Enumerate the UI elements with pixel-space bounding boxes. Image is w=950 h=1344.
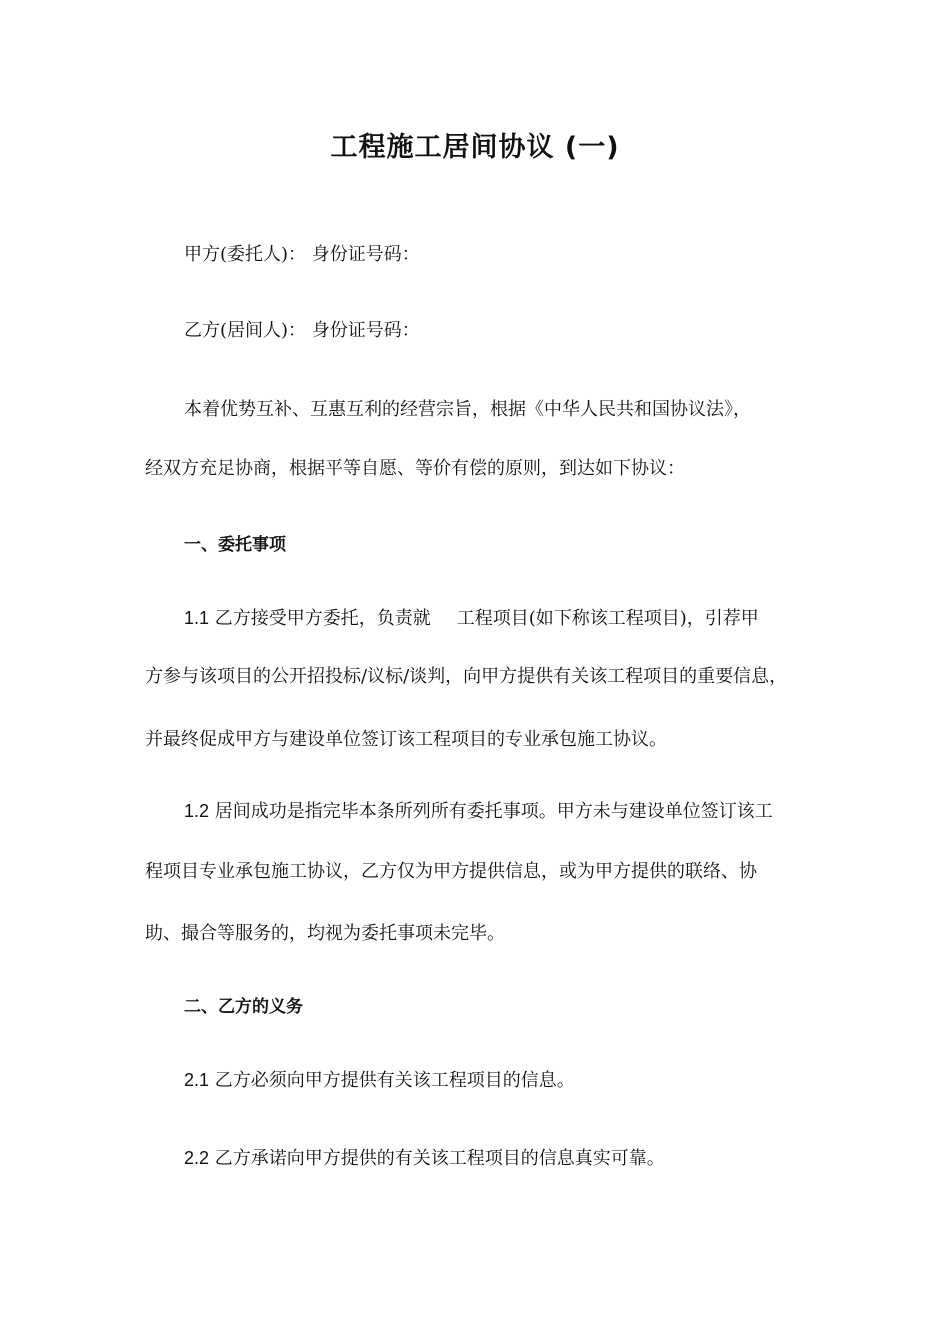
clause-2-1-text: 乙方必须向甲方提供有关该工程项目的信息。 [214, 1070, 575, 1091]
preamble-line-1: 本着优势互补、互惠互利的经营宗旨，根据《中华人民共和国协议法》， [184, 399, 751, 420]
clause-1-2-text: 居间成功是指完毕本条所列所有委托事项。甲方未与建设单位签订该工 [214, 801, 773, 822]
party-a-line: 甲方(委托人)： 身份证号码： [184, 244, 420, 265]
section-2-heading: 二、乙方的义务 [184, 997, 303, 1017]
clause-1-2-line-3: 助、撮合等服务的，均视为委托事项未完毕。 [145, 923, 505, 944]
preamble-line-2: 经双方充足协商，根据平等自愿、等价有偿的原则，到达如下协议： [145, 458, 685, 479]
clause-1-2-first-line [184, 798, 773, 825]
clause-2-2-number: 2.2 [184, 1148, 210, 1168]
document-title: 工程施工居间协议 (一) [330, 132, 620, 163]
clause-2-2-text: 乙方承诺向甲方提供的有关该工程项目的信息真实可靠。 [214, 1148, 665, 1169]
clause-2-1-number: 2.1 [184, 1070, 210, 1090]
clause-1-2-number: 1.2 [184, 801, 210, 821]
clause-1-1-text-a: 乙方接受甲方委托，负责就 [214, 608, 431, 629]
clause-1-1-line-2: 方参与该项目的公开招投标/议标/谈判，向甲方提供有关该工程项目的重要信息， [145, 666, 788, 687]
clause-2-2 [184, 1145, 665, 1172]
clause-1-1-text-b: 工程项目(如下称该工程项目)，引荐甲 [456, 608, 759, 629]
party-b-line: 乙方(居间人)： 身份证号码： [184, 320, 420, 341]
clause-1-1-line-3: 并最终促成甲方与建设单位签订该工程项目的专业承包施工协议。 [145, 729, 667, 750]
clause-1-1-first-line [184, 605, 759, 632]
clause-1-1-number: 1.1 [184, 608, 210, 628]
section-1-heading: 一、委托事项 [184, 535, 286, 555]
clause-2-1 [184, 1067, 575, 1094]
clause-1-2-line-2: 程项目专业承包施工协议，乙方仅为甲方提供信息，或为甲方提供的联络、协 [145, 861, 757, 882]
